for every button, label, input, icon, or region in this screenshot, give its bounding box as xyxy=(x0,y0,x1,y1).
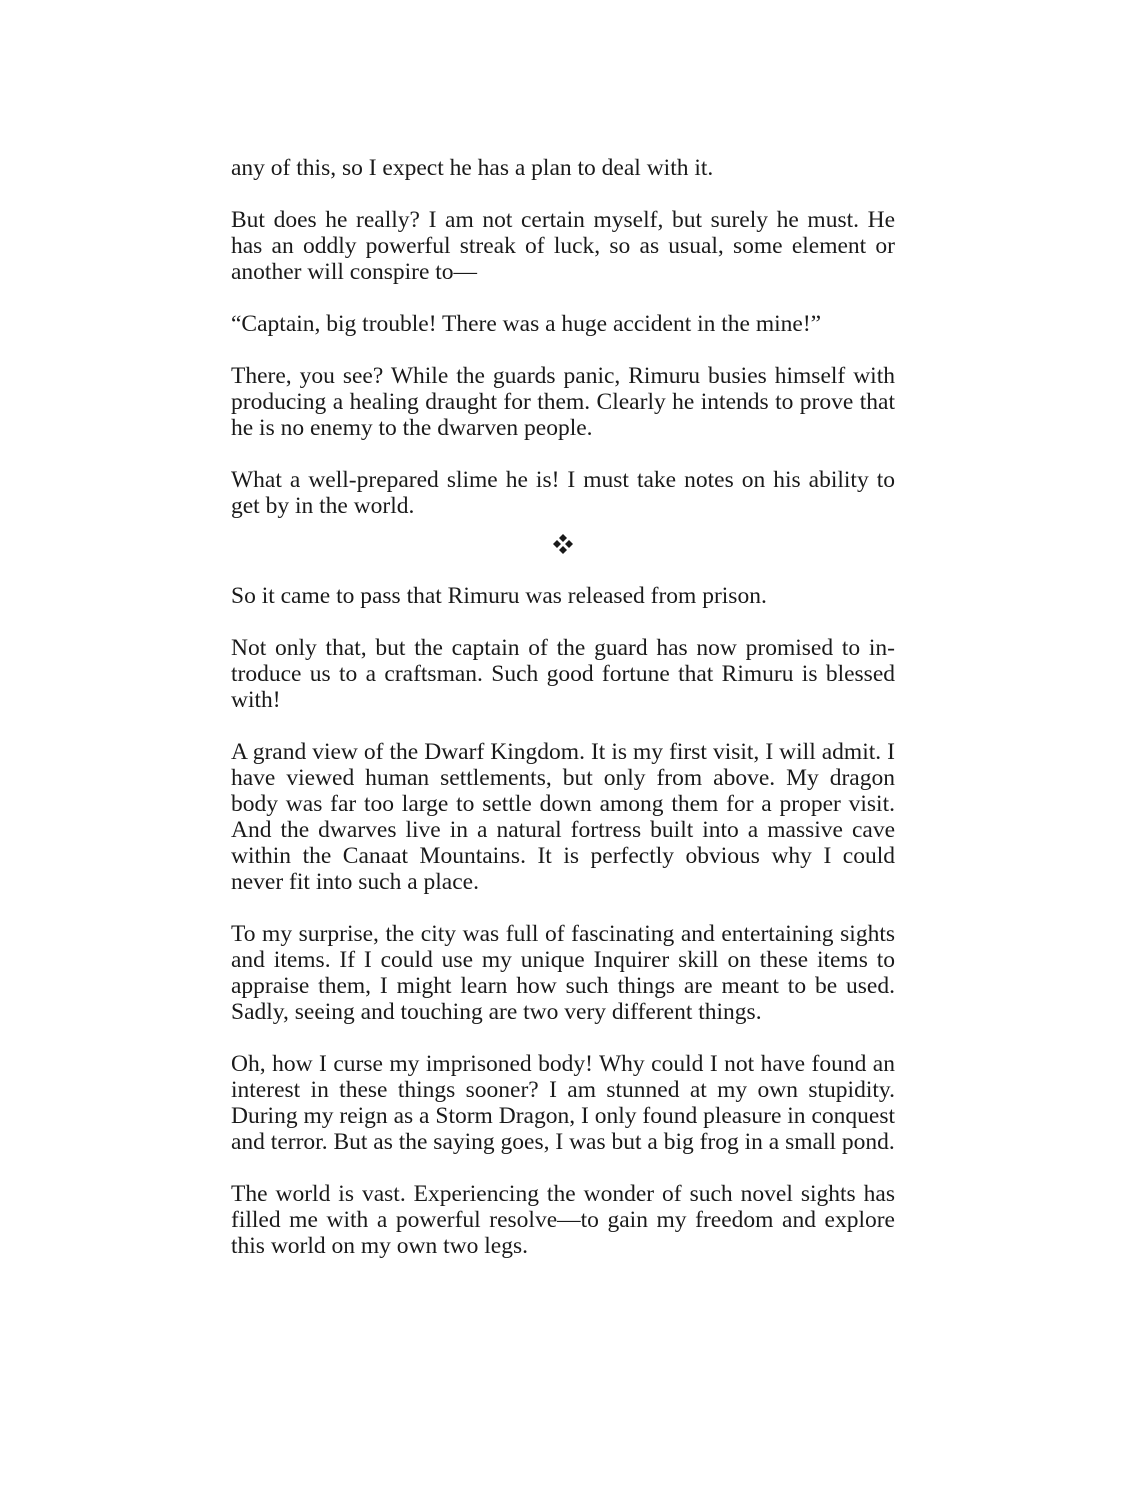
paragraph-4: There, you see? While the guards panic, Rimuru busies himself with producing a healing draught for them. Clearly he intends to prove that he is no enemy to the dwarven people. xyxy=(231,363,895,441)
paragraph-8: A grand view of the Dwarf Kingdom. It is my first visit, I will admit. I have viewed human settlements, but only from above. My dragon body was far too large to settle down among them for a proper visit. And the dwarves live in a natural fortress built into a massive cave within the Canaat Mountains. It is perfectly obvious why I could never fit into such a place. xyxy=(231,739,895,895)
paragraph-1: any of this, so I expect he has a plan to deal with it. xyxy=(231,155,714,181)
page-body xyxy=(231,155,895,1259)
paragraph-6: So it came to pass that Rimuru was released from prison. xyxy=(231,583,767,609)
paragraph-11: The world is vast. Experiencing the wonder of such novel sights has filled me with a powerful resolve—to gain my freedom and explore this world on my own two legs. xyxy=(231,1181,895,1259)
paragraph-7: Not only that, but the captain of the guard has now promised to introduce us to a craftsman. Such good fortune that Rimuru is blessed with! xyxy=(231,635,895,713)
four-diamond-ornament-icon xyxy=(552,533,574,555)
paragraph-5: What a well-prepared slime he is! I must take notes on his ability to get by in the world. xyxy=(231,467,895,519)
paragraph-9: To my surprise, the city was full of fascinating and entertaining sights and items. If I could use my unique Inquirer skill on these items to appraise them, I might learn how such things are meant to be used. Sadly, seeing and touching are two very different things. xyxy=(231,921,895,1025)
paragraph-2: But does he really? I am not certain myself, but surely he must. He has an oddly powerful streak of luck, so as usual, some element or another will conspire to— xyxy=(231,207,895,285)
scene-break xyxy=(231,527,895,583)
paragraph-10: Oh, how I curse my imprisoned body! Why could I not have found an interest in these things sooner? I am stunned at my own stupidity. During my reign as a Storm Dragon, I only found pleasure in conquest and terror. But as the saying goes, I was but a big frog in a small pond. xyxy=(231,1051,895,1155)
paragraph-3-dialogue: “Captain, big trouble! There was a huge accident in the mine!” xyxy=(231,311,822,337)
